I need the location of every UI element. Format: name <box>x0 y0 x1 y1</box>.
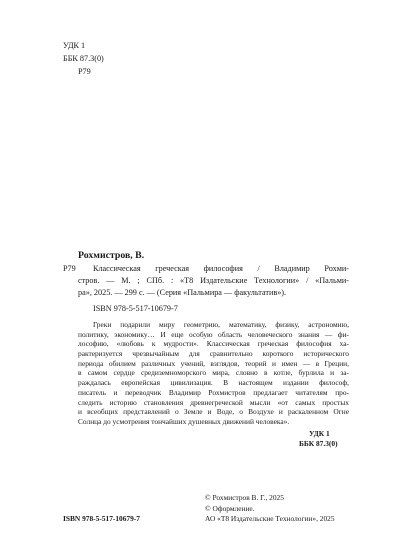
annotation-line: раждалась европейская цивилизация. В настоящем издании философ, <box>78 378 349 388</box>
bbk-code-bottom: ББК 87.3(0) <box>299 439 338 448</box>
isbn-entry: ISBN 978-5-517-10679-7 <box>93 304 178 313</box>
annotation-line: Солнца до усмотрения тончайших душевных движений человека». <box>78 416 290 426</box>
annotation-line: лософию, «любовь к мудрости». Классическая греческая философия ха- <box>78 339 349 349</box>
entry-line-1: Классическая греческая философия / Владимир Рохми- <box>93 264 349 273</box>
copyright-author: © Рохмистров В. Г., 2025 <box>205 493 284 502</box>
annotation-line: Греки подарили миру геометрию, математику, физику, астрономию, <box>93 320 349 329</box>
annotation <box>78 320 349 427</box>
udk-code-top: УДК 1 <box>63 41 86 50</box>
isbn-bottom: ISBN 978-5-517-10679-7 <box>63 514 140 523</box>
bbk-code-top: ББК 87.3(0) <box>63 54 104 63</box>
annotation-line: политику, экономику… И еще особую область человеческого знания — фи- <box>78 329 349 339</box>
copyright-design: © Оформление. <box>205 504 255 513</box>
author-mark: Р79 <box>63 264 76 273</box>
annotation-line: и всеобщих представлений о Земле и Воде, о Воздухе и раскаленном Огне <box>78 407 349 417</box>
annotation-line: писатель и переводчик Владимир Рохмистров предлагает читателям про- <box>78 387 349 397</box>
annotation-line: следить историю становления древнегреческой мысли «от самых простых <box>78 397 349 407</box>
annotation-line: в самом сердце средиземноморского мира, словно в котле, бурлила и за- <box>78 368 349 378</box>
annotation-line: периода обилием различных учений, взглядов, теорий и имен — в Греции, <box>78 358 349 368</box>
author-mark-top: Р79 <box>78 67 91 76</box>
entry-line-2: стров. — М. ; СПб. : «Т8 Издательские Технологии» / «Пальми- <box>78 276 349 285</box>
copyright-publisher: АО «Т8 Издательские Технологии», 2025 <box>205 514 335 523</box>
entry-line-3: ра», 2025. — 299 с. — (Серия «Пальмира — факультатив»). <box>78 288 287 297</box>
udk-code-bottom: УДК 1 <box>309 429 330 438</box>
annotation-line: рактеризуется чрезвычайным для сравнительно короткого исторического <box>78 349 349 359</box>
author-heading: Рохмистров, В. <box>78 250 145 261</box>
